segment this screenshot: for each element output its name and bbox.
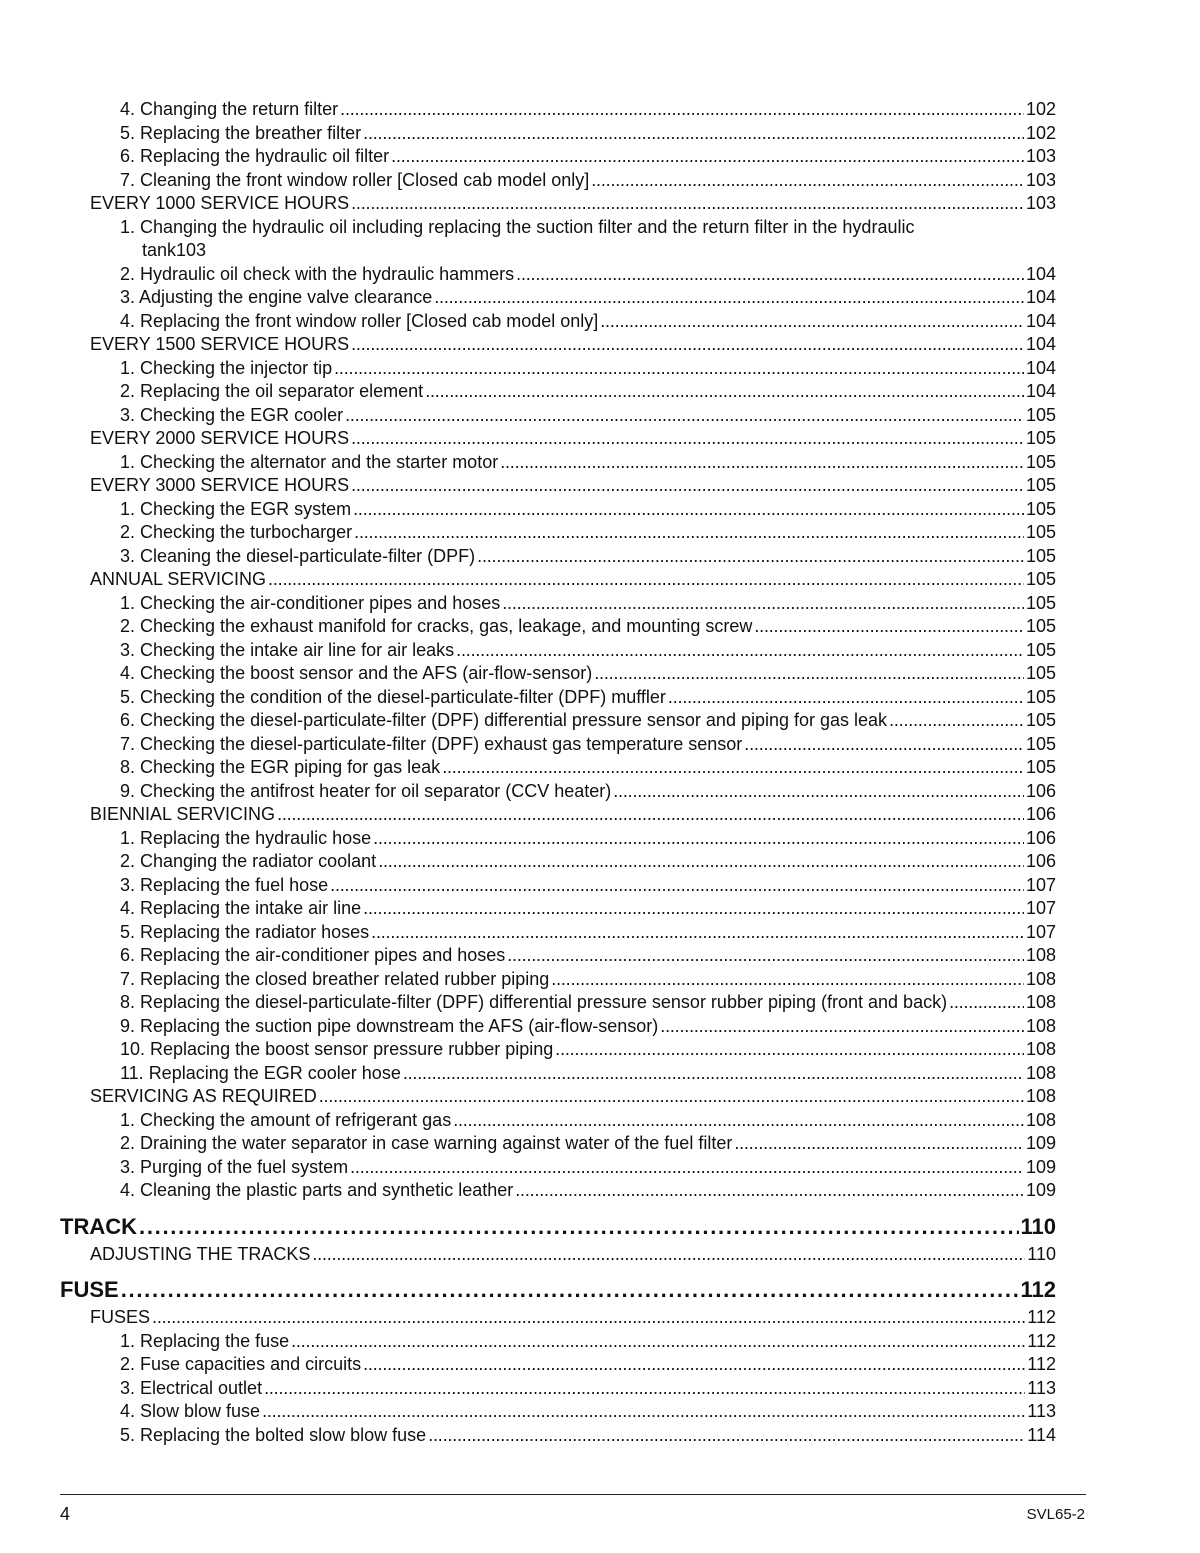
toc-page-number: 102	[1025, 99, 1056, 119]
toc-page-number: 105	[1025, 592, 1056, 613]
toc-entry-title: 1. Checking the EGR system	[120, 498, 352, 519]
toc-entry-title: 11. Replacing the EGR cooler hose	[120, 1062, 401, 1083]
dot-leader	[516, 263, 1024, 287]
dot-leader	[555, 1038, 1024, 1062]
toc-entry[interactable]	[60, 357, 1056, 381]
dot-leader	[345, 404, 1024, 428]
dot-leader	[354, 521, 1024, 545]
dot-leader	[277, 803, 1024, 827]
toc-page-number: 112	[1027, 1307, 1056, 1327]
toc-entry[interactable]	[60, 404, 1056, 428]
toc-entry-title: BIENNIAL SERVICING	[90, 804, 276, 824]
toc-entry[interactable]	[60, 968, 1056, 992]
toc-entry-title: 1. Checking the alternator and the starter motor	[120, 451, 499, 472]
toc-entry-title: 1. Replacing the hydraulic hose	[120, 827, 372, 848]
toc-entry-title: 5. Checking the condition of the diesel-particulate-filter (DPF) muffler	[120, 686, 666, 707]
footer-divider	[60, 1494, 1086, 1495]
toc-entry-title: 4. Changing the return filter	[120, 99, 339, 119]
dot-leader	[351, 192, 1024, 216]
toc-entry[interactable]	[60, 662, 1056, 686]
toc-entry[interactable]	[60, 1062, 1056, 1086]
toc-entry[interactable]	[60, 756, 1056, 780]
toc-entry-title: FUSES	[90, 1307, 151, 1327]
toc-entry-title: 7. Cleaning the front window roller [Closed cab model only]	[120, 169, 590, 190]
toc-page-number: 105	[1025, 475, 1056, 495]
toc-page-number: 108	[1025, 1086, 1056, 1106]
toc-entry-title: EVERY 3000 SERVICE HOURS	[90, 475, 350, 495]
toc-entry[interactable]	[60, 874, 1056, 898]
toc-page-number: 105	[1025, 733, 1056, 754]
dot-leader	[754, 615, 1024, 639]
toc-entry[interactable]	[60, 1038, 1056, 1062]
toc-entry[interactable]	[60, 1179, 1056, 1203]
table-of-contents	[60, 98, 1056, 1447]
toc-entry-title: 6. Replacing the hydraulic oil filter	[120, 146, 390, 166]
toc-entry-title: 1. Checking the injector tip	[120, 357, 333, 378]
toc-entry[interactable]	[60, 780, 1056, 804]
dot-leader	[434, 286, 1024, 310]
toc-page-number: 105	[1025, 522, 1056, 542]
toc-page-number: 108	[1025, 1109, 1056, 1130]
toc-entry[interactable]	[60, 545, 1056, 569]
dot-leader	[351, 427, 1024, 451]
toc-entry-title: 7. Replacing the closed breather related rubber piping	[120, 968, 550, 989]
toc-entry-title: 4. Slow blow fuse	[120, 1401, 261, 1421]
toc-entry-title: SERVICING AS REQUIRED	[90, 1086, 317, 1106]
dot-leader	[371, 921, 1024, 945]
toc-page-number: 105	[1025, 616, 1056, 636]
dot-leader	[334, 357, 1024, 381]
dot-leader	[744, 733, 1024, 757]
toc-page-number: 108	[1025, 1039, 1056, 1059]
dot-leader	[551, 968, 1024, 992]
toc-entry-title: 2. Fuse capacities and circuits	[120, 1354, 362, 1374]
toc-entry-title: 3. Purging of the fuel system	[120, 1156, 349, 1177]
toc-entry-title: TRACK	[60, 1213, 137, 1239]
toc-entry[interactable]	[60, 122, 1056, 146]
dot-leader	[668, 686, 1024, 710]
toc-page-number: 105	[1025, 451, 1056, 472]
toc-section[interactable]	[60, 1243, 1056, 1267]
toc-entry-title: 8. Checking the EGR piping for gas leak	[120, 757, 441, 777]
toc-page-number: 104	[1025, 263, 1056, 284]
toc-entry-title: EVERY 1000 SERVICE HOURS	[90, 193, 350, 213]
toc-page-number: 112	[1027, 1354, 1056, 1374]
toc-entry-title: 5. Replacing the bolted slow blow fuse	[120, 1424, 427, 1445]
toc-entry[interactable]	[60, 1156, 1056, 1180]
toc-entry[interactable]	[60, 1109, 1056, 1133]
toc-entry-title: 4. Cleaning the plastic parts and synthetic leather	[120, 1180, 514, 1200]
dot-leader	[291, 1330, 1025, 1354]
toc-entry[interactable]	[60, 1132, 1056, 1156]
toc-entry-title: 5. Replacing the radiator hoses	[120, 921, 370, 942]
toc-page-number: 104	[1025, 381, 1056, 401]
toc-entry-title: 3. Checking the EGR cooler	[120, 404, 344, 425]
toc-page-number: 107	[1025, 874, 1056, 895]
toc-entry[interactable]	[60, 733, 1056, 757]
toc-page-number: 104	[1025, 287, 1056, 307]
toc-page-number: 105	[1025, 757, 1056, 777]
toc-page-number: 103	[1025, 169, 1056, 190]
toc-entry[interactable]	[60, 944, 1056, 968]
toc-entry-title: 3. Replacing the fuel hose	[120, 874, 329, 895]
toc-section[interactable]	[60, 803, 1056, 827]
toc-entry-title: 2. Draining the water separator in case warning against water of the fuel filter	[120, 1133, 733, 1153]
toc-section[interactable]	[60, 427, 1056, 451]
toc-entry-title: 8. Replacing the diesel-particulate-filter (DPF) differential pressure sensor rubber piping (front and back)	[120, 992, 948, 1012]
toc-entry[interactable]	[60, 145, 1056, 169]
toc-entry-title: 1. Checking the amount of refrigerant gas	[120, 1109, 452, 1130]
toc-section[interactable]	[60, 333, 1056, 357]
dot-leader	[262, 1400, 1025, 1424]
toc-entry[interactable]	[60, 850, 1056, 874]
toc-page-number: 106	[1025, 804, 1056, 824]
dot-leader	[949, 991, 1024, 1015]
dot-leader	[660, 1015, 1024, 1039]
dot-leader	[152, 1306, 1025, 1330]
dot-leader	[363, 897, 1024, 921]
toc-page-number: 105	[1025, 428, 1056, 448]
dot-leader	[264, 1377, 1025, 1401]
toc-page-number: 106	[1025, 780, 1056, 801]
toc-entry[interactable]	[60, 991, 1056, 1015]
toc-entry-title: 5. Replacing the breather filter	[120, 122, 362, 143]
toc-page-number: 105	[1025, 686, 1056, 707]
toc-entry-title: 2. Changing the radiator coolant	[120, 851, 377, 871]
toc-entry-title: 10. Replacing the boost sensor pressure rubber piping	[120, 1039, 554, 1059]
toc-entry-title: 3. Electrical outlet	[120, 1377, 263, 1398]
dot-leader	[442, 756, 1024, 780]
toc-entry-title: 1. Changing the hydraulic oil including replacing the suction filter and the return filter in the hydraulic	[120, 216, 915, 237]
toc-page-number: 110	[1027, 1243, 1056, 1264]
toc-entry[interactable]	[60, 451, 1056, 475]
toc-entry[interactable]	[60, 1377, 1056, 1401]
toc-entry[interactable]	[60, 921, 1056, 945]
toc-entry[interactable]	[60, 1330, 1056, 1354]
toc-entry-title: 3. Cleaning the diesel-particulate-filter (DPF)	[120, 545, 476, 566]
dot-leader	[456, 639, 1024, 663]
dot-leader	[340, 98, 1024, 122]
toc-entry[interactable]	[60, 521, 1056, 545]
dot-leader	[889, 709, 1024, 733]
toc-entry-title: 2. Replacing the oil separator element	[120, 381, 424, 401]
toc-page-number: 106	[1025, 851, 1056, 871]
dot-leader	[363, 122, 1024, 146]
toc-section[interactable]	[60, 1306, 1056, 1330]
toc-page-number: 105	[1025, 545, 1056, 566]
dot-leader	[515, 1179, 1024, 1203]
toc-page-number: 108	[1025, 945, 1056, 965]
toc-entry[interactable]	[60, 263, 1056, 287]
toc-page-number: 104	[1025, 357, 1056, 378]
toc-chapter[interactable]	[60, 1274, 1056, 1306]
toc-entry-title: ADJUSTING THE TRACKS	[90, 1243, 311, 1264]
toc-entry-title: 6. Replacing the air-conditioner pipes and hoses	[120, 945, 506, 965]
toc-entry[interactable]	[60, 310, 1056, 334]
toc-section[interactable]	[60, 568, 1056, 592]
toc-entry-title: 2. Checking the turbocharger	[120, 522, 353, 542]
dot-leader	[353, 498, 1024, 522]
toc-entry[interactable]	[60, 1400, 1056, 1424]
toc-page-number: 109	[1025, 1156, 1056, 1177]
toc-page-number: 112	[1027, 1330, 1056, 1351]
dot-leader	[351, 333, 1024, 357]
toc-entry-title: 4. Checking the boost sensor and the AFS (air-flow-sensor)	[120, 663, 593, 683]
dot-leader	[363, 1353, 1025, 1377]
dot-leader	[378, 850, 1024, 874]
dot-leader	[121, 1274, 1019, 1306]
dot-leader	[500, 451, 1024, 475]
dot-leader	[453, 1109, 1024, 1133]
toc-page-number: 108	[1025, 968, 1056, 989]
dot-leader	[373, 827, 1024, 851]
toc-entry[interactable]	[60, 1015, 1056, 1039]
toc-entry[interactable]	[60, 1424, 1056, 1448]
toc-entry-title: 3. Checking the intake air line for air leaks	[120, 639, 455, 660]
toc-entry[interactable]	[60, 286, 1056, 310]
dot-leader	[319, 1085, 1024, 1109]
toc-entry-title: 2. Hydraulic oil check with the hydraulic hammers	[120, 263, 515, 284]
toc-entry[interactable]	[60, 709, 1056, 733]
dot-leader	[391, 145, 1024, 169]
dot-leader	[591, 169, 1024, 193]
toc-entry[interactable]	[60, 98, 1056, 122]
dot-leader	[312, 1243, 1025, 1267]
toc-page-number: 105	[1025, 404, 1056, 425]
toc-page-number: 108	[1025, 1062, 1056, 1083]
toc-page-number: 105	[1025, 710, 1056, 730]
toc-page-number: 110	[1020, 1213, 1056, 1239]
dot-leader	[477, 545, 1024, 569]
toc-entry-title-continued: tank	[142, 240, 177, 260]
dot-leader	[139, 1211, 1019, 1243]
toc-page-number: 113	[1027, 1401, 1056, 1421]
toc-entry-title: 2. Checking the exhaust manifold for cracks, gas, leakage, and mounting screw	[120, 616, 753, 636]
model-code: SVL65-2	[1026, 1506, 1085, 1523]
page-number: 4	[60, 1504, 71, 1524]
dot-leader	[502, 592, 1024, 616]
dot-leader	[613, 780, 1024, 804]
toc-section[interactable]	[60, 474, 1056, 498]
toc-entry[interactable]	[60, 380, 1056, 404]
toc-entry-title: 9. Checking the antifrost heater for oil separator (CCV heater)	[120, 780, 612, 801]
dot-leader	[350, 1156, 1024, 1180]
toc-entry[interactable]	[60, 1353, 1056, 1377]
toc-page-number: 105	[1025, 663, 1056, 683]
dot-leader	[507, 944, 1024, 968]
toc-entry-title: 1. Checking the air-conditioner pipes and hoses	[120, 592, 501, 613]
dot-leader	[428, 1424, 1025, 1448]
toc-entry[interactable]	[60, 897, 1056, 921]
toc-section[interactable]	[60, 1085, 1056, 1109]
toc-page-number: 108	[1025, 1015, 1056, 1036]
toc-entry-title: EVERY 2000 SERVICE HOURS	[90, 428, 350, 448]
toc-page-number: 105	[1025, 498, 1056, 519]
dot-leader	[425, 380, 1024, 404]
toc-page-number: 106	[1025, 827, 1056, 848]
toc-entry[interactable]	[60, 592, 1056, 616]
toc-entry-title: 4. Replacing the intake air line	[120, 898, 362, 918]
toc-page-number: 112	[1020, 1277, 1056, 1302]
toc-entry-title: 4. Replacing the front window roller [Closed cab model only]	[120, 310, 599, 331]
toc-entry[interactable]	[60, 498, 1056, 522]
toc-page-number: 103	[1025, 146, 1056, 166]
toc-page-number: 114	[1027, 1424, 1056, 1445]
toc-entry[interactable]	[60, 615, 1056, 639]
toc-entry-title: ANNUAL SERVICING	[90, 569, 267, 589]
toc-page-number: 108	[1025, 992, 1056, 1012]
toc-entry[interactable]	[60, 686, 1056, 710]
dot-leader	[734, 1132, 1024, 1156]
toc-entry-title: 1. Replacing the fuse	[120, 1330, 290, 1351]
toc-entry-title: 6. Checking the diesel-particulate-filter (DPF) differential pressure sensor and piping for gas leak	[120, 710, 888, 730]
toc-entry-title: 9. Replacing the suction pipe downstream the AFS (air-flow-sensor)	[120, 1015, 659, 1036]
toc-entry[interactable]	[60, 169, 1056, 193]
toc-page-number: 103	[176, 240, 207, 260]
toc-entry[interactable]	[60, 216, 1056, 263]
toc-page-number: 109	[1025, 1180, 1056, 1200]
dot-leader	[600, 310, 1024, 334]
toc-entry[interactable]	[60, 639, 1056, 663]
toc-entry-title: EVERY 1500 SERVICE HOURS	[90, 334, 350, 354]
toc-page-number: 109	[1025, 1133, 1056, 1153]
toc-entry[interactable]	[60, 827, 1056, 851]
dot-leader	[268, 568, 1024, 592]
dot-leader	[403, 1062, 1024, 1086]
toc-chapter[interactable]	[60, 1211, 1056, 1243]
toc-entry-title: 7. Checking the diesel-particulate-filter (DPF) exhaust gas temperature sensor	[120, 733, 743, 754]
dot-leader	[351, 474, 1024, 498]
dot-leader	[330, 874, 1024, 898]
toc-page-number: 104	[1025, 310, 1056, 331]
toc-page-number: 102	[1025, 122, 1056, 143]
toc-entry-title: FUSE	[60, 1277, 119, 1302]
toc-page-number: 103	[1025, 193, 1056, 213]
dot-leader	[594, 662, 1024, 686]
toc-page-number: 107	[1025, 898, 1056, 918]
toc-entry-title: 3. Adjusting the engine valve clearance	[120, 287, 433, 307]
toc-page-number: 107	[1025, 921, 1056, 942]
toc-page-number: 105	[1025, 639, 1056, 660]
toc-section[interactable]	[60, 192, 1056, 216]
toc-page-number: 113	[1027, 1377, 1056, 1398]
toc-page-number: 104	[1025, 334, 1056, 354]
toc-page-number: 105	[1025, 569, 1056, 589]
